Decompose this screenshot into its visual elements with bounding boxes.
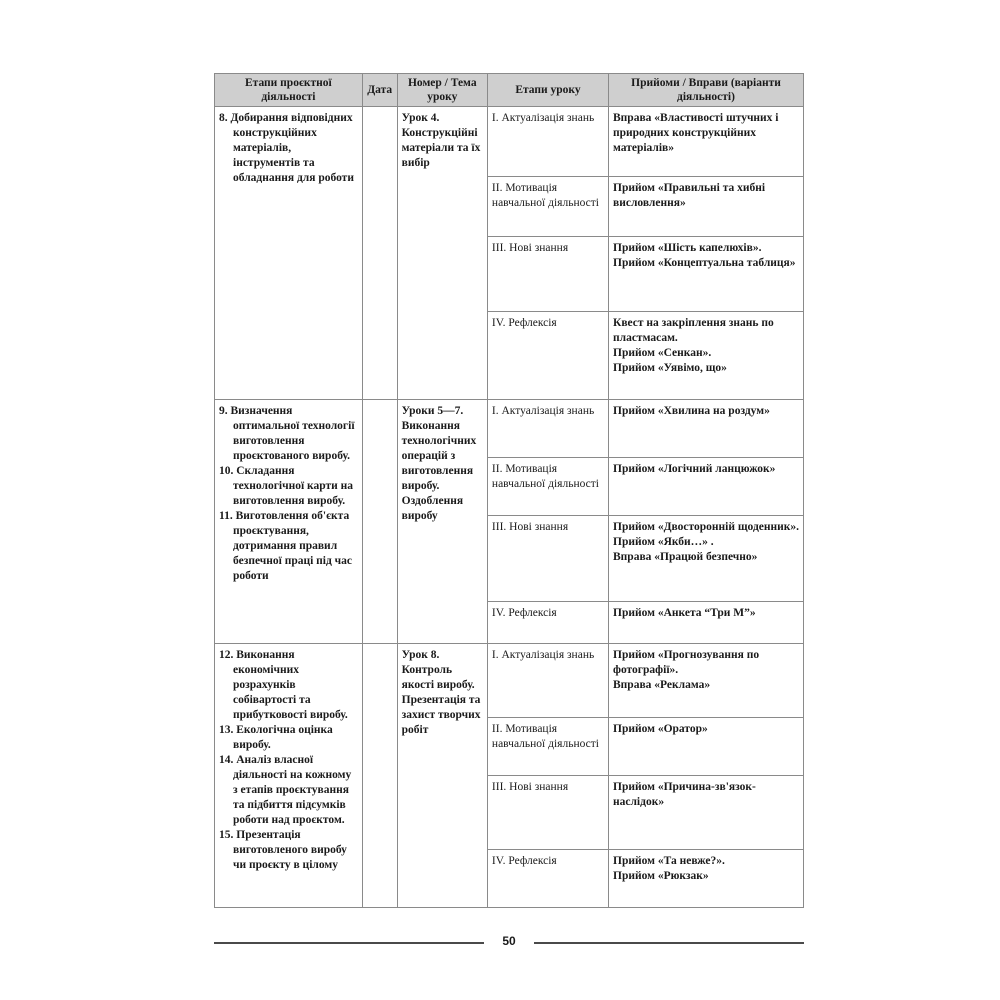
lesson-topic-cell: Урок 4. Конструкційні матеріали та їх вибір [397, 107, 487, 400]
footer-rule-right [534, 942, 804, 944]
activity-item: 10. Складання технологічної карти на виготовлення виробу. [219, 465, 354, 507]
date-cell [362, 107, 397, 400]
method-item: Прийом «Концептуальна таблиця» [613, 257, 796, 269]
date-cell [362, 644, 397, 908]
method-item: Прийом «Шість капелюхів». [613, 242, 762, 254]
method-item: Прийом «Рюкзак» [613, 870, 709, 882]
methods-cell [609, 312, 804, 400]
method-item: Вправа «Властивості штучних і природних конструкційних матеріалів» [613, 112, 779, 154]
methods-cell [609, 400, 804, 458]
table-row [215, 644, 804, 718]
lesson-stage-cell: II. Мотивація навчальної діяльності [487, 458, 608, 516]
lesson-stage-cell: III. Нові знання [487, 776, 608, 850]
lesson-topic-cell: Уроки 5—7. Виконання технологічних операцій з виготовлення виробу. Оздоблення виробу [397, 400, 487, 644]
method-item: Прийом «Причина-зв'язок-наслідок» [613, 781, 756, 808]
lesson-stage-cell: I. Актуалізація знань [487, 644, 608, 718]
method-item: Прийом «Та невже?». [613, 855, 725, 867]
activity-item: 11. Виготовлення об'єкта проєктування, дотримання правил безпечної праці під час роботи [219, 510, 353, 582]
method-item: Прийом «Оратор» [613, 723, 708, 735]
methods-cell [609, 237, 804, 312]
lesson-stage-cell: IV. Рефлексія [487, 850, 608, 908]
method-item: Вправа «Працюй безпечно» [613, 551, 758, 563]
activity-item: 9. Визначення оптимальної технології виготовлення проєктованого виробу. [219, 405, 355, 462]
lesson-stage-cell: III. Нові знання [487, 516, 608, 602]
method-item: Прийом «Уявімо, що» [613, 362, 727, 374]
method-item: Прийом «Хвилина на роздум» [613, 405, 770, 417]
method-item: Прийом «Логічний ланцюжок» [613, 463, 776, 475]
methods-cell [609, 850, 804, 908]
method-item: Прийом «Прогнозування по фотографії». [613, 649, 760, 676]
date-cell [362, 400, 397, 644]
header-lesson-topic: Номер / Тема уроку [397, 74, 487, 107]
lesson-stage-cell: IV. Рефлексія [487, 602, 608, 644]
activity-item: 12. Виконання економічних розрахунків собівартості та прибутковості виробу. [219, 649, 348, 721]
methods-cell [609, 644, 804, 718]
method-item: Квест на закріплення знань по пластмасам. [613, 317, 774, 344]
activity-item: 8. Добирання відповідних конструкційних матеріалів, інструментів та обладнання для роботи [219, 112, 354, 184]
header-date: Дата [362, 74, 397, 107]
lesson-stage-cell: I. Актуалізація знань [487, 107, 608, 177]
activity-item: 15. Презентація виготовленого виробу чи проєкту в цілому [219, 829, 347, 871]
lesson-stage-cell: I. Актуалізація знань [487, 400, 608, 458]
project-activity-cell [215, 400, 363, 644]
table-row [215, 400, 804, 458]
activity-item: 13. Екологічна оцінка виробу. [219, 724, 333, 751]
page-footer [214, 934, 804, 950]
lesson-stage-cell: II. Мотивація навчальної діяльності [487, 718, 608, 776]
methods-cell [609, 458, 804, 516]
method-item: Прийом «Двосторонній щоденник». [613, 521, 799, 533]
header-lesson-stages: Етапи уроку [487, 74, 608, 107]
methods-cell [609, 516, 804, 602]
header-methods: Прийоми / Вправи (варіанти діяльності) [609, 74, 804, 107]
project-activity-cell [215, 644, 363, 908]
methods-cell [609, 718, 804, 776]
method-item: Прийом «Правильні та хибні висловлення» [613, 182, 766, 209]
header-project-stages: Етапи проєктної діяльності [215, 74, 363, 107]
method-item: Прийом «Якби…» . [613, 536, 714, 548]
lesson-stage-cell: II. Мотивація навчальної діяльності [487, 177, 608, 237]
page-number: 50 [502, 934, 516, 948]
table-body [215, 107, 804, 908]
methods-cell [609, 177, 804, 237]
methods-cell [609, 602, 804, 644]
methods-cell [609, 776, 804, 850]
lesson-stage-cell: IV. Рефлексія [487, 312, 608, 400]
methods-cell [609, 107, 804, 177]
lesson-stage-cell: III. Нові знання [487, 237, 608, 312]
table-row [215, 107, 804, 177]
lesson-topic-cell: Урок 8. Контроль якості виробу. Презентація та захист творчих робіт [397, 644, 487, 908]
table-header [215, 74, 804, 107]
project-activity-cell [215, 107, 363, 400]
footer-rule-left [214, 942, 484, 944]
lesson-plan-table [214, 73, 804, 908]
activity-item: 14. Аналіз власної діяльності на кожному з етапів проєктування та підбиття підсумків роботи над проєктом. [219, 754, 352, 826]
method-item: Прийом «Анкета “Три М”» [613, 607, 756, 619]
method-item: Вправа «Реклама» [613, 679, 711, 691]
method-item: Прийом «Сенкан». [613, 347, 712, 359]
